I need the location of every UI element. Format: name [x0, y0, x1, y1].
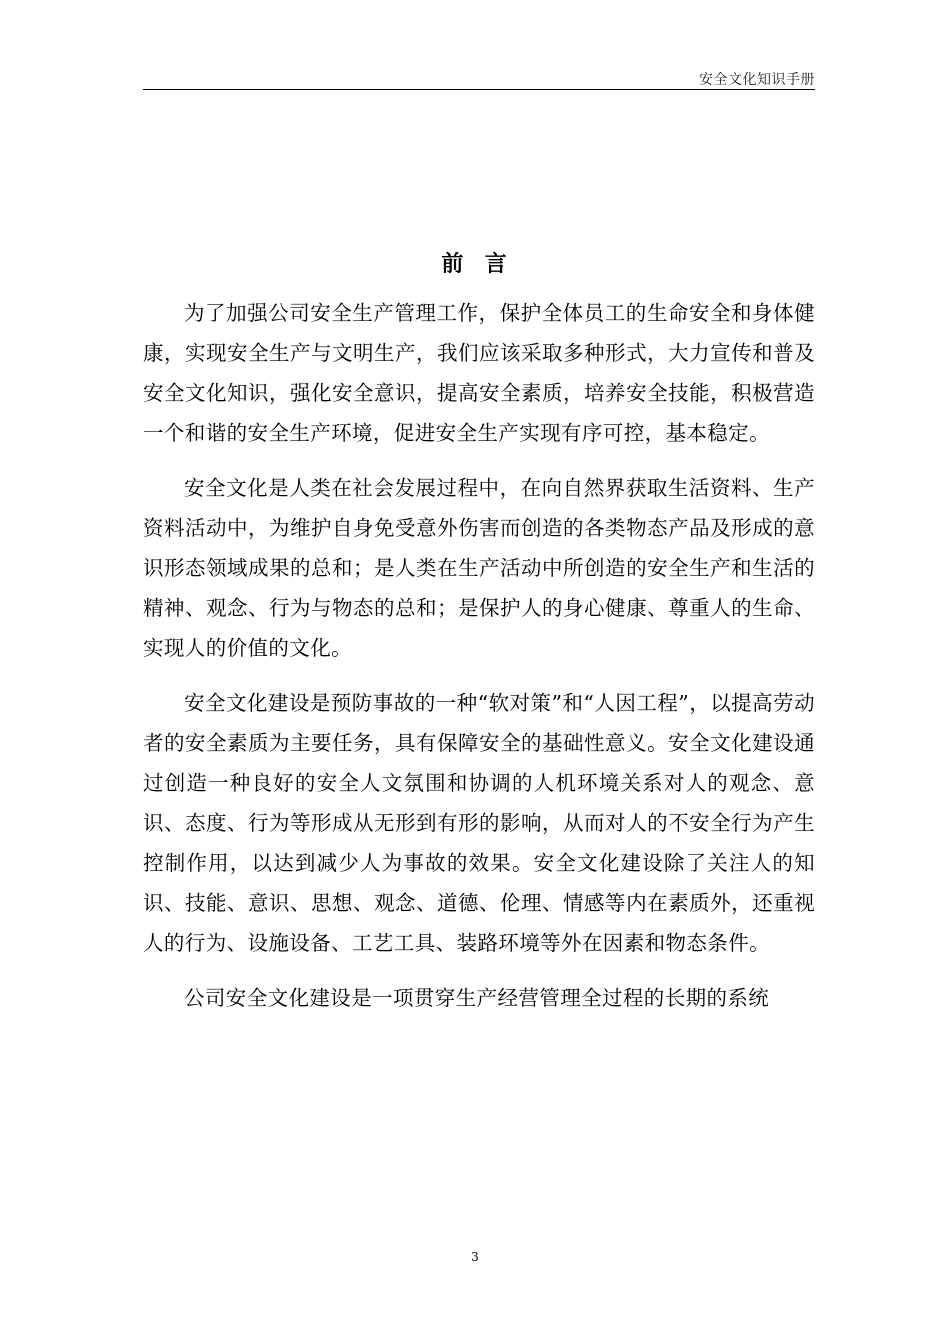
paragraph-1: 为了加强公司安全生产管理工作，保护全体员工的生命安全和身体健康，实现安全生产与文明生产，我们应该采取多种形式，大力宣传和普及安全文化知识，强化安全意识，提高安全素质，培养安全技能，积极营造一个和谐的安全生产环境，促进安全生产实现有序可控，基本稳定。	[143, 301, 815, 445]
header-divider	[143, 89, 815, 90]
body-text	[143, 293, 815, 1033]
section-heading: 前 言	[441, 251, 509, 277]
paragraph-4: 公司安全文化建设是一项贯穿生产经营管理全过程的长期的系统	[184, 986, 770, 1010]
page-number: 3	[471, 1250, 479, 1264]
header-title: 安全文化知识手册	[699, 72, 815, 88]
paragraph-2: 安全文化是人类在社会发展过程中，在向自然界获取生活资料、生产资料活动中，为维护自身免受意外伤害而创造的各类物态产品及形成的意识形态领域成果的总和；是人类在生产活动中所创造的安全生产和生活的精神、观念、行为与物态的总和；是保护人的身心健康、尊重人的生命、实现人的价值的文化。	[143, 476, 815, 660]
paragraph-3: 安全文化建设是预防事故的一种“软对策”和“人因工程”，以提高劳动者的安全素质为主要任务，具有保障安全的基础性意义。安全文化建设通过创造一种良好的安全人文氛围和协调的人机环境关系对人的观念、意识、态度、行为等形成从无形到有形的影响，从而对人的不安全行为产生控制作用，以达到减少人为事故的效果。安全文化建设除了关注人的知识、技能、意识、思想、观念、道德、伦理、情感等内在素质外，还重视人的行为、设施设备、工艺工具、装路环境等外在因素和物态条件。	[143, 691, 815, 955]
